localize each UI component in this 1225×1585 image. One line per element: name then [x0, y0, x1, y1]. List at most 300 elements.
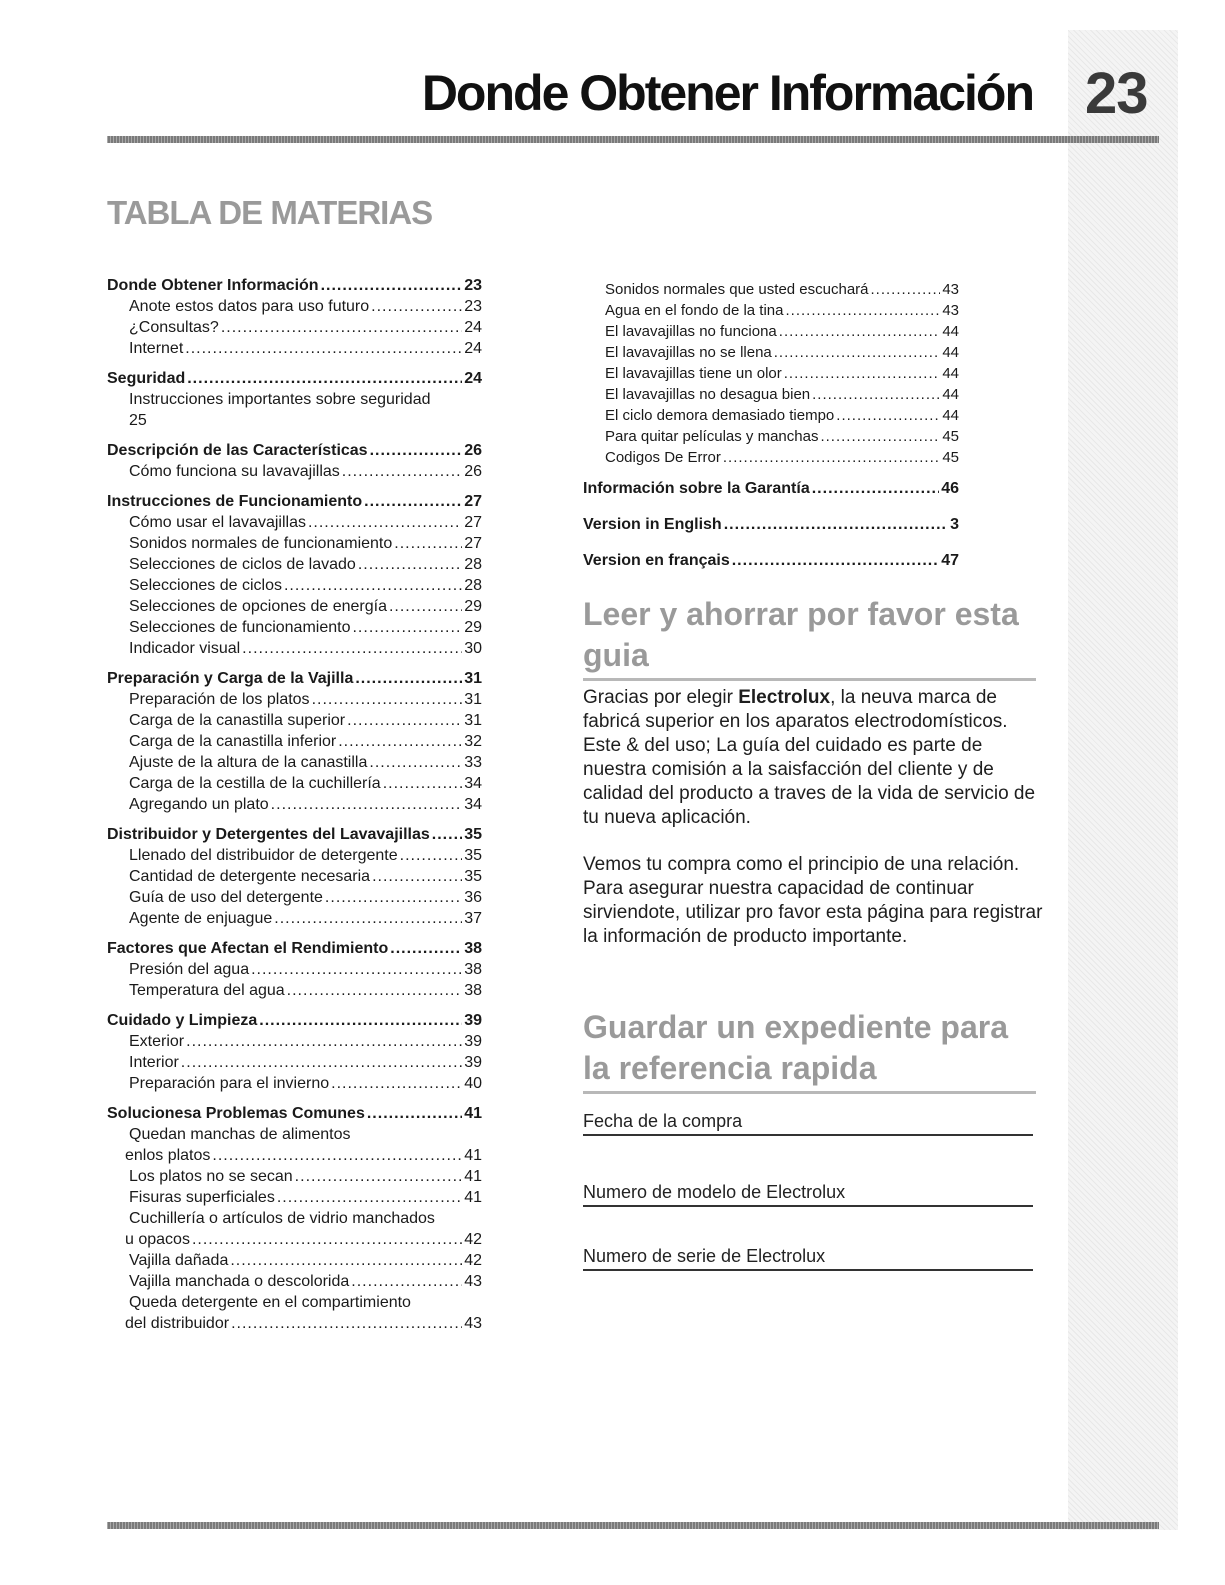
toc-entry-page: 44	[942, 407, 959, 424]
toc-entry-page: 31	[464, 670, 482, 687]
toc-entry-page: 38	[464, 961, 482, 978]
toc-subitem-row[interactable]	[129, 689, 482, 710]
dot-leader	[312, 689, 463, 710]
toc-entry-page: 32	[464, 733, 482, 750]
toc-entry-label: Ajuste de la altura de la canastilla	[129, 754, 368, 771]
toc-entry-label: Selecciones de opciones de energía	[129, 598, 387, 615]
toc-section	[107, 491, 482, 659]
toc-subitem-row[interactable]	[129, 959, 482, 980]
dot-leader	[836, 405, 940, 426]
toc-subitem-row[interactable]	[129, 980, 482, 1001]
toc-heading: TABLA DE MATERIAS	[107, 194, 433, 231]
toc-subitem	[107, 908, 482, 929]
thanks-text-end: , la neuva marca de fabricá superior en los aparatos electrodomísticos. Este & del uso; La guía del cuidado es parte de nuestra comisión a la saisfacción del cliente y de calidad del producto a traves de la vida de servicio de tu nueva aplicación.	[583, 687, 1036, 828]
dot-leader	[389, 596, 462, 617]
toc-subitem-row[interactable]	[129, 1292, 482, 1313]
toc-subitem-row[interactable]	[129, 887, 482, 908]
side-texture-strip	[1068, 30, 1178, 1530]
toc-entry-page: 40	[464, 1075, 482, 1092]
toc-subitem	[107, 512, 482, 533]
toc-subitem	[107, 461, 482, 482]
dot-leader	[390, 938, 462, 959]
toc-right-subitems	[583, 279, 959, 468]
toc-subitem	[107, 617, 482, 638]
toc-section-title[interactable]	[107, 275, 482, 296]
purchase-date-field[interactable]: Fecha de la compra	[583, 1110, 1033, 1136]
toc-entry-page: 35	[464, 847, 482, 864]
toc-subitem	[107, 1073, 482, 1094]
toc-entry-page: 28	[464, 577, 482, 594]
toc-subitem	[107, 1187, 482, 1208]
toc-section-title[interactable]	[107, 1010, 482, 1031]
toc-entry-label: El lavavajillas tiene un olor	[605, 365, 782, 382]
dot-leader	[231, 1313, 462, 1334]
dot-leader	[295, 1166, 463, 1187]
bottom-rule	[107, 1522, 1159, 1529]
toc-subitem	[107, 638, 482, 659]
toc-entry-page: 43	[942, 281, 959, 298]
toc-entry-label: Cómo funciona su lavavajillas	[129, 463, 340, 480]
toc-entry-label: Seguridad	[107, 370, 186, 387]
toc-entry-label: Exterior	[129, 1033, 185, 1050]
toc-subitem-row[interactable]	[129, 617, 482, 638]
toc-subitem	[107, 689, 482, 710]
toc-entry-label: El lavavajillas no se llena	[605, 344, 772, 361]
toc-subitem	[107, 845, 482, 866]
toc-entry-label: El lavavajillas no desagua bien	[605, 386, 811, 403]
dot-leader	[192, 1229, 462, 1250]
toc-entry-label: Sonidos normales que usted escuchará	[605, 281, 869, 298]
toc-entry-label: Donde Obtener Información	[107, 277, 319, 294]
toc-entry-label: Selecciones de funcionamiento	[129, 619, 351, 636]
dot-leader	[352, 617, 462, 638]
toc-subitem-row[interactable]	[129, 1052, 482, 1073]
toc-subitem-row[interactable]	[125, 1229, 482, 1250]
toc-entry-page: 41	[464, 1147, 482, 1164]
toc-entry-label: El ciclo demora demasiado tiempo	[605, 407, 835, 424]
toc-entry-page: 26	[464, 463, 482, 480]
toc-subitem	[107, 410, 482, 431]
dot-leader	[342, 461, 462, 482]
toc-entry-page: 27	[464, 493, 482, 510]
toc-subitem	[583, 363, 959, 384]
toc-subitem-row[interactable]	[605, 426, 959, 447]
toc-entry-label: Cantidad de detergente necesaria	[129, 868, 371, 885]
toc-entry-page: 23	[464, 277, 482, 294]
toc-subitem	[107, 1250, 482, 1271]
toc-entry-label: Selecciones de ciclos	[129, 577, 282, 594]
toc-subitem-row[interactable]	[129, 461, 482, 482]
toc-right-sections	[583, 478, 959, 571]
dot-leader	[185, 338, 462, 359]
toc-subitem-row[interactable]	[129, 731, 482, 752]
dot-leader	[871, 279, 941, 300]
leer-heading: Leer y ahorrar por favor esta guia	[583, 594, 1036, 681]
toc-entry-label: enlos platos	[125, 1147, 211, 1164]
dot-leader	[187, 368, 462, 389]
dot-leader	[259, 1010, 462, 1031]
top-rule	[107, 136, 1159, 143]
toc-left-column	[107, 275, 482, 1343]
toc-entry-page: 45	[942, 449, 959, 466]
toc-subitem-row[interactable]	[129, 1208, 482, 1229]
toc-subitem	[107, 554, 482, 575]
toc-entry-label: Vajilla dañada	[129, 1252, 229, 1269]
dot-leader	[723, 447, 940, 468]
toc-entry-label: Agente de enjuague	[129, 910, 273, 927]
purchase-paragraph: Vemos tu compra como el principio de una relación. Para asegurar nuestra capacidad de continuar sirviendote, utilizar pro favor esta página para registrar la información de producto importante.	[583, 854, 1043, 947]
toc-subitem-row[interactable]	[129, 845, 482, 866]
toc-subitem	[107, 731, 482, 752]
toc-entry-page: 23	[464, 298, 482, 315]
toc-entry-page: 3	[950, 516, 959, 533]
toc-entry-label: Anote estos datos para uso futuro	[129, 298, 370, 315]
toc-entry-label: Quedan manchas de alimentos	[129, 1126, 351, 1143]
toc-right-column	[583, 279, 959, 586]
toc-entry-page: 24	[464, 319, 482, 336]
toc-subitem-row[interactable]	[129, 1250, 482, 1271]
toc-subitem-row[interactable]	[129, 389, 482, 410]
toc-subitem	[107, 887, 482, 908]
toc-subitem-row[interactable]	[129, 1124, 482, 1145]
page-title: Donde Obtener Información	[421, 65, 1033, 121]
toc-section-title[interactable]	[583, 478, 959, 499]
toc-subitem-row[interactable]	[129, 1187, 482, 1208]
toc-entry-page: 31	[464, 712, 482, 729]
toc-entry-page: 35	[464, 826, 482, 843]
toc-subitem-row[interactable]	[129, 710, 482, 731]
toc-entry-label: Cuchillería o artículos de vidrio manchados	[129, 1210, 435, 1227]
toc-entry-page: 42	[464, 1231, 482, 1248]
toc-section	[107, 275, 482, 359]
dot-leader	[358, 554, 462, 575]
toc-section-title[interactable]	[107, 938, 482, 959]
toc-entry-page: 47	[941, 552, 959, 569]
toc-subitem	[107, 338, 482, 359]
toc-entry-label: Cuidado y Limpieza	[107, 1012, 258, 1029]
toc-subitem-row[interactable]	[605, 279, 959, 300]
toc-entry-page: 45	[942, 428, 959, 445]
dot-leader	[186, 1031, 462, 1052]
toc-subitem	[107, 1292, 482, 1313]
toc-section	[107, 440, 482, 482]
toc-entry-page: 39	[464, 1033, 482, 1050]
toc-entry-page: 31	[464, 691, 482, 708]
dot-leader	[331, 1073, 462, 1094]
toc-section	[107, 938, 482, 1001]
toc-subitem-row[interactable]	[129, 338, 482, 359]
dot-leader	[242, 638, 462, 659]
toc-entry-label: El lavavajillas no funciona	[605, 323, 777, 340]
toc-subitem	[107, 959, 482, 980]
toc-entry-label: Agregando un plato	[129, 796, 269, 813]
dot-leader	[221, 317, 462, 338]
toc-entry-page: 27	[464, 514, 482, 531]
toc-subitem	[107, 317, 482, 338]
dot-leader	[370, 440, 463, 461]
toc-entry-page: 38	[464, 982, 482, 999]
toc-entry-label: Presión del agua	[129, 961, 250, 978]
toc-section-title[interactable]	[583, 514, 959, 535]
toc-entry-label: Indicador visual	[129, 640, 241, 657]
dot-leader	[383, 773, 463, 794]
toc-subitem-row[interactable]	[129, 1073, 482, 1094]
toc-subitem	[107, 773, 482, 794]
toc-subitem-row[interactable]	[605, 321, 959, 342]
toc-subitem	[107, 596, 482, 617]
toc-entry-label: Instrucciones de Funcionamiento	[107, 493, 363, 510]
toc-subitem	[107, 794, 482, 815]
toc-subitem-row[interactable]	[129, 575, 482, 596]
toc-subitem	[107, 1052, 482, 1073]
toc-entry-label: Factores que Afectan el Rendimiento	[107, 940, 389, 957]
dot-leader	[724, 514, 948, 535]
toc-entry-label: Preparación de los platos	[129, 691, 310, 708]
toc-section-title[interactable]	[107, 1103, 482, 1124]
toc-subitem-row[interactable]	[129, 638, 482, 659]
dot-leader	[394, 533, 462, 554]
toc-entry-page: 41	[464, 1189, 482, 1206]
dot-leader	[277, 1187, 462, 1208]
dot-leader	[372, 866, 462, 887]
toc-subitem-row[interactable]	[129, 1031, 482, 1052]
dot-leader	[271, 794, 463, 815]
toc-entry-label: Preparación para el invierno	[129, 1075, 330, 1092]
dot-leader	[347, 710, 462, 731]
toc-subitem-row[interactable]	[125, 1313, 482, 1334]
dot-leader	[774, 342, 941, 363]
toc-entry-label: Codigos De Error	[605, 449, 721, 466]
toc-entry-label: Preparación y Carga de la Vajilla	[107, 670, 354, 687]
toc-subitem	[107, 1229, 482, 1250]
toc-entry-label: del distribuidor	[125, 1315, 230, 1332]
toc-section-title[interactable]	[583, 550, 959, 571]
dot-leader	[274, 908, 462, 929]
dot-leader	[367, 1103, 462, 1124]
toc-subitem-row[interactable]	[605, 447, 959, 468]
toc-entry-page: 34	[464, 796, 482, 813]
toc-entry-label: Descripción de las Características	[107, 442, 368, 459]
dot-leader	[351, 1271, 462, 1292]
toc-entry-label: Vajilla manchada o descolorida	[129, 1273, 350, 1290]
dot-leader	[371, 296, 462, 317]
toc-subitem	[107, 533, 482, 554]
toc-subitem	[107, 296, 482, 317]
toc-section-title[interactable]	[107, 491, 482, 512]
toc-subitem-row[interactable]	[605, 300, 959, 321]
toc-subitem	[583, 384, 959, 405]
toc-entry-label: Queda detergente en el compartimiento	[129, 1294, 411, 1311]
toc-subitem	[583, 300, 959, 321]
toc-entry-label: u opacos	[125, 1231, 190, 1248]
dot-leader	[364, 491, 462, 512]
toc-subitem-row[interactable]	[129, 908, 482, 929]
toc-entry-page: 24	[464, 340, 482, 357]
toc-subitem-row[interactable]	[129, 296, 482, 317]
toc-entry-label: Llenado del distribuidor de detergente	[129, 847, 398, 864]
toc-entry-page: 44	[942, 386, 959, 403]
toc-subitem	[107, 752, 482, 773]
toc-subitem	[107, 1145, 482, 1166]
toc-subitem	[583, 426, 959, 447]
toc-subitem-row[interactable]	[605, 384, 959, 405]
toc-subitem-row[interactable]	[129, 1166, 482, 1187]
toc-subitem-row[interactable]	[129, 410, 482, 431]
toc-entry-label: Interior	[129, 1054, 179, 1071]
toc-subitem	[107, 1271, 482, 1292]
toc-entry-page: 29	[464, 619, 482, 636]
toc-entry-page: 43	[942, 302, 959, 319]
toc-subitem	[583, 321, 959, 342]
dot-leader	[812, 478, 939, 499]
toc-entry-label: Internet	[129, 340, 184, 357]
dot-leader	[181, 1052, 462, 1073]
dot-leader	[230, 1250, 462, 1271]
toc-section	[107, 668, 482, 815]
toc-entry-label: Distribuidor y Detergentes del Lavavajillas	[107, 826, 430, 843]
toc-entry-label: Los platos no se secan	[129, 1168, 293, 1185]
toc-entry-page: 29	[464, 598, 482, 615]
toc-entry-label: Selecciones de ciclos de lavado	[129, 556, 356, 573]
dot-leader	[308, 512, 462, 533]
toc-entry-page: 39	[464, 1012, 482, 1029]
toc-subitem-row[interactable]	[129, 1271, 482, 1292]
model-number-field[interactable]: Numero de modelo de Electrolux	[583, 1181, 1033, 1207]
dot-leader	[251, 959, 462, 980]
dot-leader	[784, 363, 941, 384]
toc-subitem-row[interactable]	[605, 342, 959, 363]
toc-entry-page: 44	[942, 323, 959, 340]
toc-subitem	[107, 866, 482, 887]
toc-entry-label: Instrucciones importantes sobre seguridad	[129, 391, 431, 408]
toc-section-title[interactable]	[107, 824, 482, 845]
dot-leader	[732, 550, 939, 571]
toc-subitem	[107, 1313, 482, 1334]
toc-entry-label: ¿Consultas?	[129, 319, 219, 336]
toc-entry-page: 44	[942, 365, 959, 382]
toc-section	[107, 824, 482, 929]
toc-section-title[interactable]	[107, 368, 482, 389]
toc-section	[107, 1103, 482, 1334]
dot-leader	[325, 887, 462, 908]
toc-entry-page: 44	[942, 344, 959, 361]
toc-entry-page: 36	[464, 889, 482, 906]
toc-entry-label: 25	[129, 412, 147, 429]
dot-leader	[212, 1145, 462, 1166]
toc-entry-label: Cómo usar el lavavajillas	[129, 514, 306, 531]
toc-entry-label: Carga de la cestilla de la cuchillería	[129, 775, 381, 792]
toc-entry-label: Información sobre la Garantía	[583, 480, 810, 497]
thanks-text-start: Gracias por elegir	[583, 687, 739, 708]
toc-subitem	[583, 342, 959, 363]
toc-entry-label: Version en français	[583, 552, 730, 569]
toc-entry-label: Version in English	[583, 516, 722, 533]
page-number: 23	[1085, 61, 1148, 126]
toc-entry-page: 37	[464, 910, 482, 927]
thanks-paragraph	[583, 686, 1043, 830]
toc-entry-page: 39	[464, 1054, 482, 1071]
toc-subitem	[107, 980, 482, 1001]
toc-subitem	[583, 447, 959, 468]
toc-section	[107, 1010, 482, 1094]
dot-leader	[779, 321, 941, 342]
toc-entry-page: 30	[464, 640, 482, 657]
dot-leader	[400, 845, 463, 866]
toc-subitem	[583, 279, 959, 300]
toc-entry-label: Para quitar películas y manchas	[605, 428, 819, 445]
toc-subitem-row[interactable]	[129, 533, 482, 554]
toc-entry-label: Guía de uso del detergente	[129, 889, 323, 906]
toc-subitem-row[interactable]	[129, 554, 482, 575]
toc-subitem	[583, 405, 959, 426]
toc-entry-label: Temperatura del agua	[129, 982, 285, 999]
toc-subitem-row[interactable]	[129, 512, 482, 533]
toc-subitem	[107, 575, 482, 596]
dot-leader	[355, 668, 462, 689]
toc-subitem	[107, 1124, 482, 1145]
toc-subitem-row[interactable]	[129, 596, 482, 617]
dot-leader	[785, 300, 940, 321]
toc-subitem-row[interactable]	[605, 363, 959, 384]
toc-section-title[interactable]	[107, 668, 482, 689]
toc-subitem	[107, 1166, 482, 1187]
toc-subitem-row[interactable]	[129, 773, 482, 794]
toc-entry-label: Carga de la canastilla superior	[129, 712, 346, 729]
dot-leader	[369, 752, 462, 773]
toc-entry-page: 43	[464, 1273, 482, 1290]
dot-leader	[432, 824, 462, 845]
toc-subitem-row[interactable]	[605, 405, 959, 426]
toc-section	[107, 368, 482, 431]
toc-section-title[interactable]	[107, 440, 482, 461]
dot-leader	[284, 575, 462, 596]
toc-entry-label: Carga de la canastilla inferior	[129, 733, 337, 750]
toc-entry-page: 26	[464, 442, 482, 459]
toc-entry-label: Solucionesa Problemas Comunes	[107, 1105, 365, 1122]
dot-leader	[812, 384, 940, 405]
toc-subitem-row[interactable]	[129, 752, 482, 773]
toc-entry-label: Agua en el fondo de la tina	[605, 302, 784, 319]
dot-leader	[321, 275, 463, 296]
toc-subitem-row[interactable]	[129, 317, 482, 338]
dot-leader	[338, 731, 462, 752]
toc-subitem	[107, 710, 482, 731]
dot-leader	[820, 426, 940, 447]
toc-entry-label: Fisuras superficiales	[129, 1189, 275, 1206]
dot-leader	[287, 980, 463, 1001]
toc-entry-page: 24	[464, 370, 482, 387]
toc-entry-page: 41	[464, 1105, 482, 1122]
toc-entry-page: 43	[464, 1315, 482, 1332]
brand-name: Electrolux	[738, 687, 831, 708]
toc-entry-page: 27	[464, 535, 482, 552]
toc-subitem-row[interactable]	[129, 866, 482, 887]
toc-entry-page: 28	[464, 556, 482, 573]
toc-subitem-row[interactable]	[129, 794, 482, 815]
toc-entry-page: 35	[464, 868, 482, 885]
toc-entry-label: Sonidos normales de funcionamiento	[129, 535, 393, 552]
toc-entry-page: 33	[464, 754, 482, 771]
toc-subitem	[107, 1208, 482, 1229]
toc-subitem	[107, 389, 482, 410]
toc-entry-page: 46	[941, 480, 959, 497]
serial-number-field[interactable]: Numero de serie de Electrolux	[583, 1245, 1033, 1271]
toc-subitem-row[interactable]	[125, 1145, 482, 1166]
toc-entry-page: 41	[464, 1168, 482, 1185]
toc-subitem	[107, 1031, 482, 1052]
toc-entry-page: 38	[464, 940, 482, 957]
guardar-heading: Guardar un expediente para la referencia rapida	[583, 1007, 1036, 1094]
